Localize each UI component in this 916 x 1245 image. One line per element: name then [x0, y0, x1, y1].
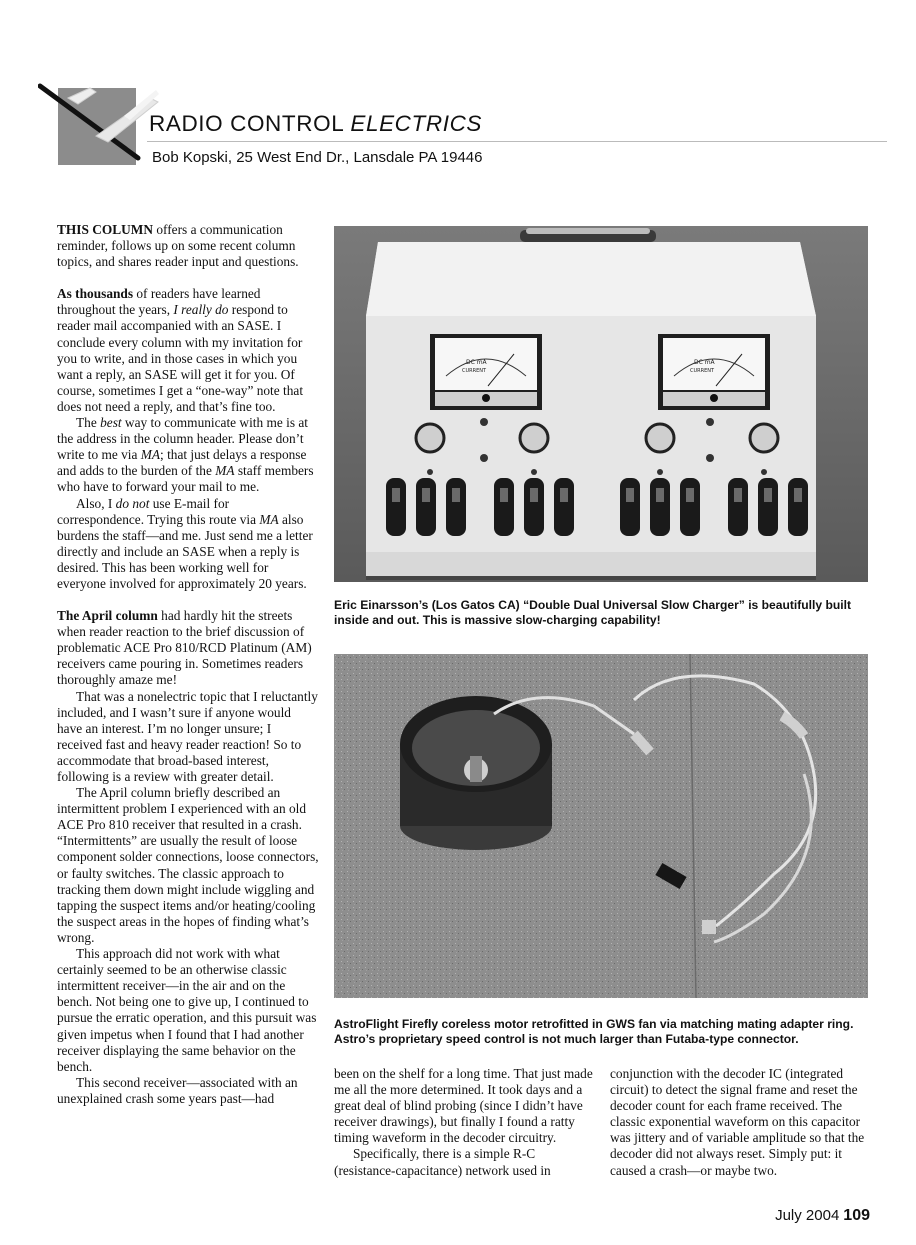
- photo-caption-2: AstroFlight Firefly coreless motor retrofitted in GWS fan via matching mating adapter ring. Astro’s proprietary speed control is not much larger than Futaba-type connector.: [334, 1017, 854, 1046]
- photo-caption-1: Eric Einarsson’s (Los Gatos CA) “Double Dual Universal Slow Charger” is beautifully built inside and out. This is massive slow-charging capability!: [334, 598, 851, 627]
- issue-date: July 2004: [775, 1207, 840, 1224]
- current-meter-left: [430, 334, 542, 410]
- text-column-2: [334, 1066, 598, 1179]
- svg-text:DC mA: DC mA: [466, 359, 487, 366]
- header-divider: [147, 141, 887, 142]
- text-column-3: [610, 1066, 872, 1179]
- svg-text:CURRENT: CURRENT: [690, 368, 715, 374]
- paragraph: Specifically, there is a simple R-C (resistance-capacitance) network used in: [334, 1146, 551, 1178]
- svg-text:CURRENT: CURRENT: [462, 368, 487, 374]
- paragraph: That was a nonelectric topic that I reluctantly included, and I wasn’t sure if anyone would have an interest. I’m no longer unsure; I received fast and heavy reader reaction! So to accommodate that broad-based interest, following is a review with greater detail.: [57, 688, 318, 784]
- column-title: RADIO CONTROL ELECTRICS: [149, 111, 483, 136]
- page-number: 109: [843, 1207, 870, 1224]
- charger-photo: [334, 226, 868, 582]
- svg-text:DC mA: DC mA: [694, 359, 715, 366]
- paragraph: As thousands of readers have learned throughout the years, I really do respond to reader mail accompanied with an SASE. I conclude every column with my invitation for you to write, and in those cases in which you want a reply, an SASE will get it for you. Of course, sometimes I get a “one-way” note that does not need a reply, and that’s fine too.: [57, 286, 304, 414]
- paragraph: The April column had hardly hit the streets when reader reaction to the brief discussion of problematic ACE Pro 810/RCD Platinum (AM) receivers came pouring in. Sometimes readers thoroughly amaze me!: [57, 608, 312, 688]
- paragraph: The best way to communicate with me is at the address in the column header. Please don’t write to me via MA; that just delays a response and adds to the burden of the MA staff members who have to forward your mail to me.: [57, 415, 314, 495]
- paragraph: Also, I do not use E-mail for correspondence. Trying this route via MA also burdens the staff—and me. Just send me a letter directly and include an SASE when a reply is desired. This has been working well for everyone involved for approximately 20 years.: [57, 495, 313, 591]
- motor-fan-photo: [334, 654, 868, 998]
- paragraph: This second receiver—associated with an unexplained crash some years past—had: [57, 1074, 298, 1106]
- current-meter-right: [658, 334, 770, 410]
- paragraph: THIS COLUMN offers a communication reminder, follows up on some recent column topics, and shares reader input and questions.: [57, 222, 299, 270]
- paragraph: This approach did not work with what certainly seemed to be an otherwise classic intermittent receiver—in the air and on the bench. Not being one to give up, I continued to pursue the erratic operation, and this pursuit was given impetus when I found that I had another receiver displaying the same behavior on the bench.: [57, 946, 317, 1074]
- author-address: Bob Kopski, 25 West End Dr., Lansdale PA 19446: [152, 149, 483, 166]
- airplane-logo-icon: [38, 80, 160, 168]
- paragraph: conjunction with the decoder IC (integrated circuit) to detect the signal frame and reset the decoder count for each frame received. The classic exponential waveform on this capacitor was jittery and of variable amplitude so that the decoder did not always reset. Simply put: it caused a crash—or maybe two.: [610, 1066, 865, 1178]
- paragraph: been on the shelf for a long time. That just made me all the more determined. It took days and a great deal of blind probing (since I didn’t have receiver drawings), but finally I found a ratty timing waveform in the decoder circuitry.: [334, 1066, 593, 1146]
- paragraph: The April column briefly described an intermittent problem I experienced with an old ACE Pro 810 receiver that resulted in a crash. “Intermittents” are usually the result of loose component solder connections, loose connectors, or faulty switches. The classic approach to tracking them down might include wiggling and tapping the suspect items and/or heating/cooling the suspect areas in the hopes of finding what’s wrong.: [57, 785, 319, 945]
- text-column-1: [57, 222, 319, 1107]
- page-footer: [690, 1207, 870, 1225]
